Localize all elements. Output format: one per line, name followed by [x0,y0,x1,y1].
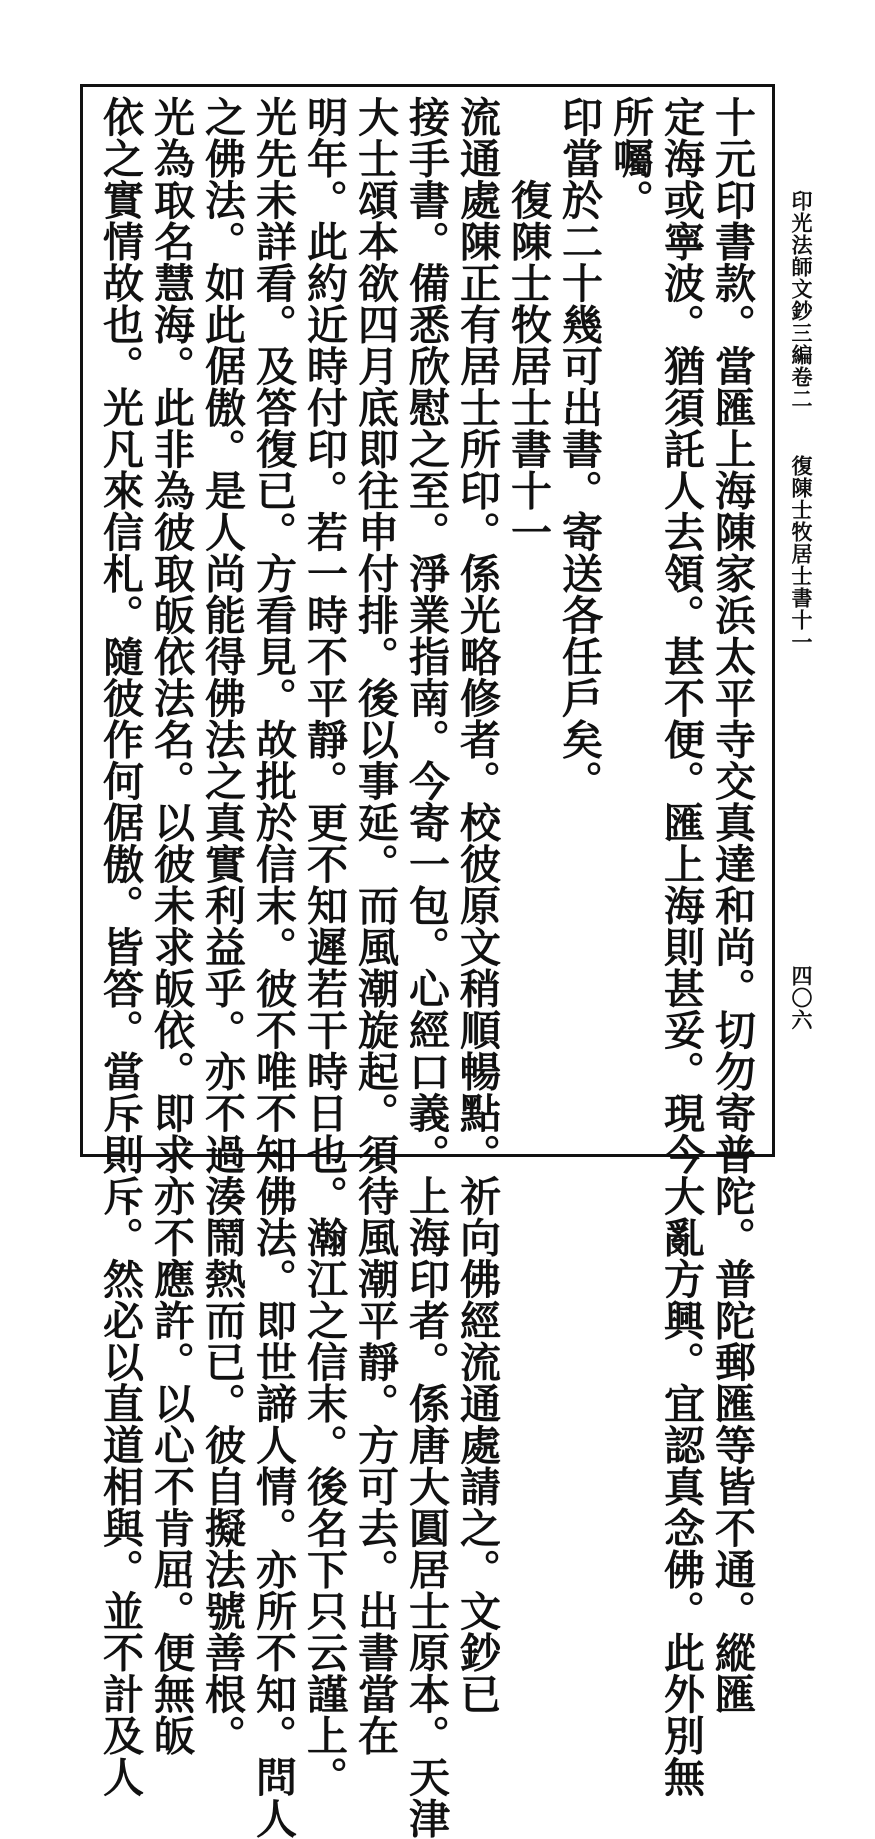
text-column-8: 大士頌本欲四月底即往申付排。後以事延。而風潮旋起。須待風潮平靜。方可去。出書當在 [351,96,399,1756]
text-column-4: 印當於二十幾可出書。寄送各任戶矣。 [555,96,603,802]
running-book-title: 印光法師文鈔三編卷二 [789,190,814,410]
page-number: 四〇六 [789,965,814,1031]
text-column-12: 光為取名慧海。此非為彼取皈依法名。以彼未求皈依。即求亦不應許。以心不肯屈。便無皈 [147,96,195,1756]
text-column-10: 光先未詳看。及答復已。方看見。故批於信末。彼不唯不知佛法。即世諦人情。亦所不知。問人 [249,96,297,1839]
text-column-7: 接手書。備悉欣慰之至。淨業指南。今寄一包。心經口義。上海印者。係唐大圓居士原本。天津 [402,96,450,1839]
text-column-11: 之佛法。如此倨傲。是人尚能得佛法之真實利益乎。亦不過湊鬧熱而已。彼自擬法號善根。 [198,96,246,1756]
text-column-6: 流通處陳正有居士所印。係光略修者。校彼原文稍順暢點。祈向佛經流通處請之。文鈔已 [453,96,501,1715]
text-column-2: 定海或寧波。猶須託人去領。甚不便。匯上海則甚妥。現今大亂方興。宜認真念佛。此外別無 [657,96,705,1798]
text-column-3: 所囑。 [606,96,654,221]
running-section-title: 復陳士牧居士書十一 [789,455,814,653]
text-column-9: 明年。此約近時付印。若一時不平靜。更不知遲若干時日也。瀚江之信末。後名下只云謹上。 [300,96,348,1798]
letter-heading: 復陳士牧居士書十一 [504,96,552,553]
text-column-1: 十元印書款。當匯上海陳家浜太平寺交真達和尚。切勿寄普陀。普陀郵匯等皆不通。縱匯 [708,96,756,1715]
text-column-13: 依之實情故也。光凡來信札。隨彼作何倨傲。皆答。當斥則斥。然必以直道相與。並不計及人 [96,96,144,1798]
